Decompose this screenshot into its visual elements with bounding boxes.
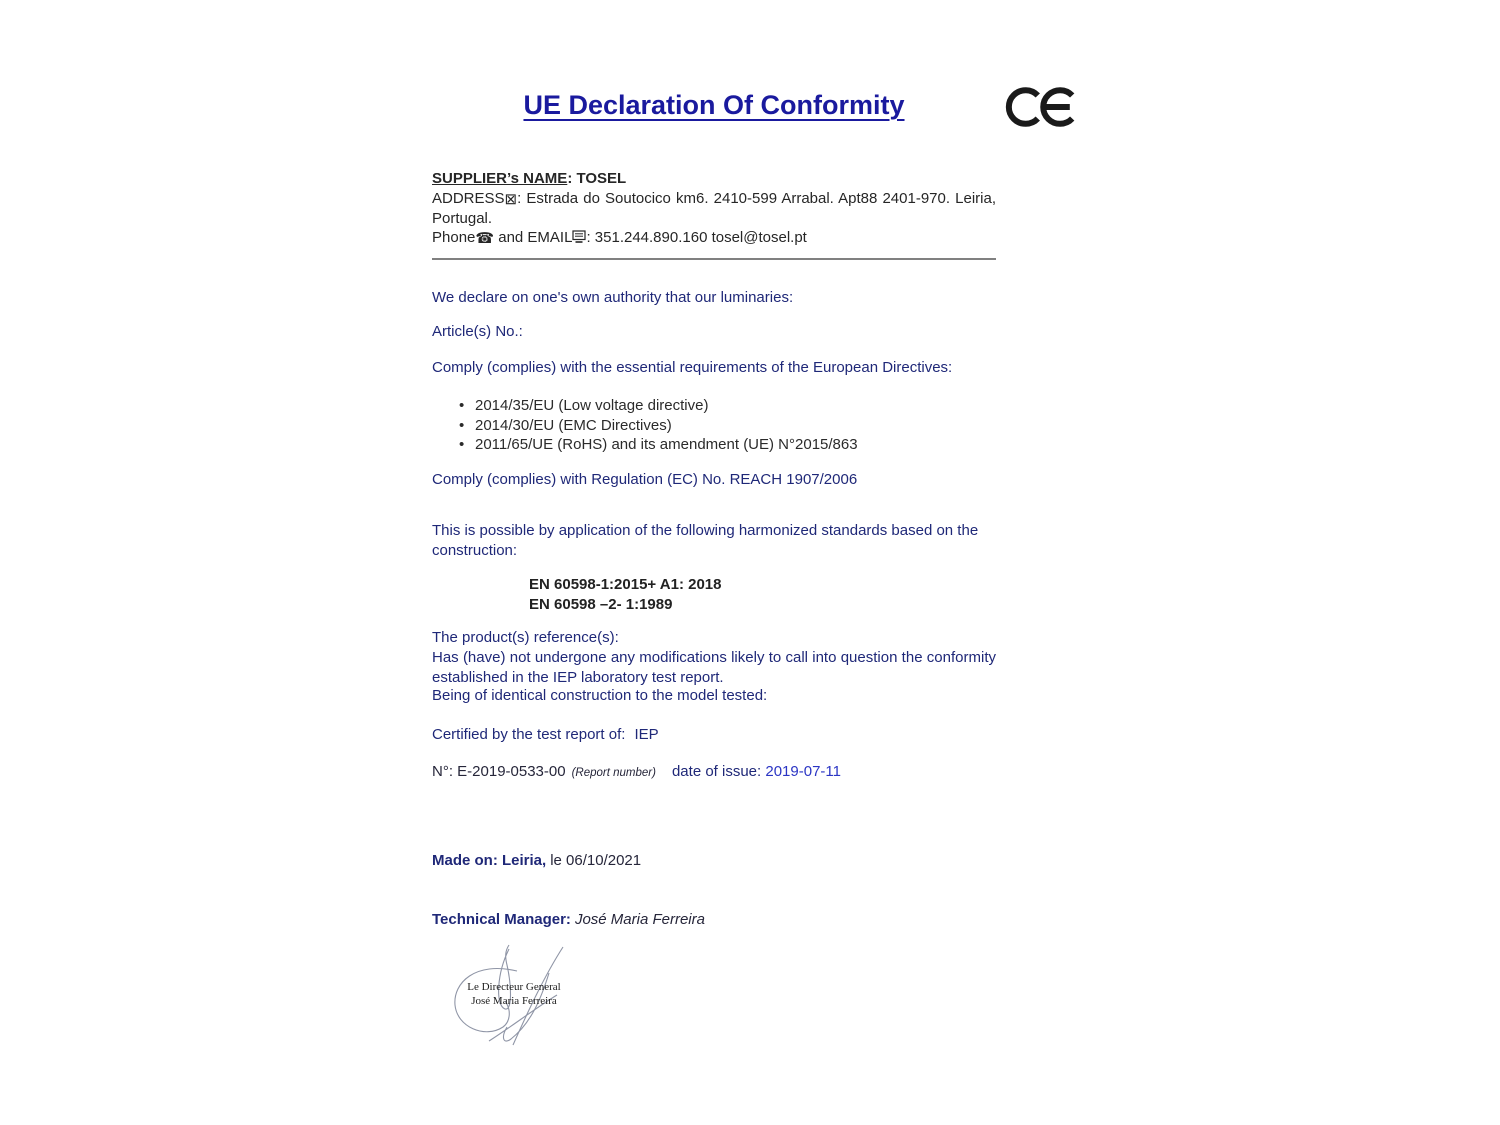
certified-value: IEP (634, 726, 659, 743)
contact-value: 351.244.890.160 tosel@tosel.pt (594, 229, 807, 246)
certified-line (432, 725, 996, 745)
list-item (432, 435, 996, 455)
standard-line: EN 60598 –2- 1:1989 (529, 595, 673, 613)
bullet-icon: • (459, 436, 465, 453)
contact-colon: : (586, 229, 595, 246)
no-modifications-paragraph: Has (have) not undergone any modifications likely to call into question the conformity established in the IEP laboratory test report. (432, 649, 996, 686)
report-number-note: (Report number) (571, 767, 656, 779)
supplier-contact-line (432, 228, 996, 249)
directive-text: 2014/35/EU (Low voltage directive) (475, 397, 709, 414)
phone-label: Phone (432, 229, 476, 246)
envelope-icon: ⊠ (504, 191, 518, 208)
stamp-line: Le Directeur General (467, 981, 561, 993)
bullet-icon: • (459, 416, 465, 434)
comply-directives-line: Comply (complies) with the essential requirements of the European Directives: (432, 359, 953, 376)
directive-text: 2014/30/EU (EMC Directives) (475, 416, 672, 434)
supplier-name-value: : TOSEL (567, 170, 627, 187)
address-colon: : (517, 190, 522, 207)
certified-label: Certified by the test report of: (432, 726, 626, 743)
technical-manager-line (432, 910, 996, 930)
computer-icon (572, 229, 586, 249)
address-label: ADDRESS (432, 190, 505, 207)
harmonized-intro: This is possible by application of the following harmonized standards based on the construction: (432, 522, 979, 559)
declaration-intro: We declare on one's own authority that our luminaries: (432, 289, 794, 306)
manager-label: Technical Manager: (432, 911, 571, 928)
standard-line: EN 60598-1:2015+ A1: 2018 (529, 576, 722, 593)
page-title: UE Declaration Of Conformity (523, 90, 905, 120)
issue-date-label: date of issue: (671, 763, 762, 780)
list-item (432, 416, 996, 436)
divider-line (432, 258, 996, 260)
made-on-label: Made on: Leiria, (432, 852, 547, 869)
list-item (432, 396, 996, 416)
comply-reach-line: Comply (complies) with Regulation (EC) No. REACH 1907/2006 (432, 471, 858, 488)
manager-name: José Maria Ferreira (574, 911, 705, 928)
signature-stamp-text (458, 981, 570, 1008)
issue-date-value: 2019-07-11 (765, 763, 841, 780)
directives-list (432, 396, 996, 455)
email-label: and EMAIL (494, 229, 573, 246)
identical-construction-line: Being of identical construction to the model tested: (432, 687, 768, 704)
supplier-address-line1 (432, 189, 996, 210)
ce-mark-icon (1005, 83, 1081, 136)
product-reference-line: The product(s) reference(s): (432, 629, 619, 646)
made-on-date: le 06/10/2021 (550, 852, 642, 869)
report-number: N°: E-2019-0533-00 (432, 763, 566, 780)
standards-list (432, 575, 1093, 614)
made-on-line (432, 851, 996, 871)
supplier-address-line2: Portugal. (432, 210, 493, 227)
supplier-name-line (432, 169, 996, 189)
supplier-name-label: SUPPLIER’s NAME (432, 170, 568, 187)
directive-text: 2011/65/UE (RoHS) and its amendment (UE) N°2015/863 (475, 436, 858, 453)
address-text: Estrada do Soutocico km6. 2410-599 Arrabal. Apt88 2401-970. Leiria, (526, 190, 996, 207)
phone-icon: ☎ (475, 230, 495, 247)
bullet-icon: • (459, 397, 465, 414)
report-number-line (432, 762, 996, 784)
stamp-line: José Maria Ferreira (471, 994, 557, 1007)
articles-line: Article(s) No.: (432, 323, 523, 340)
